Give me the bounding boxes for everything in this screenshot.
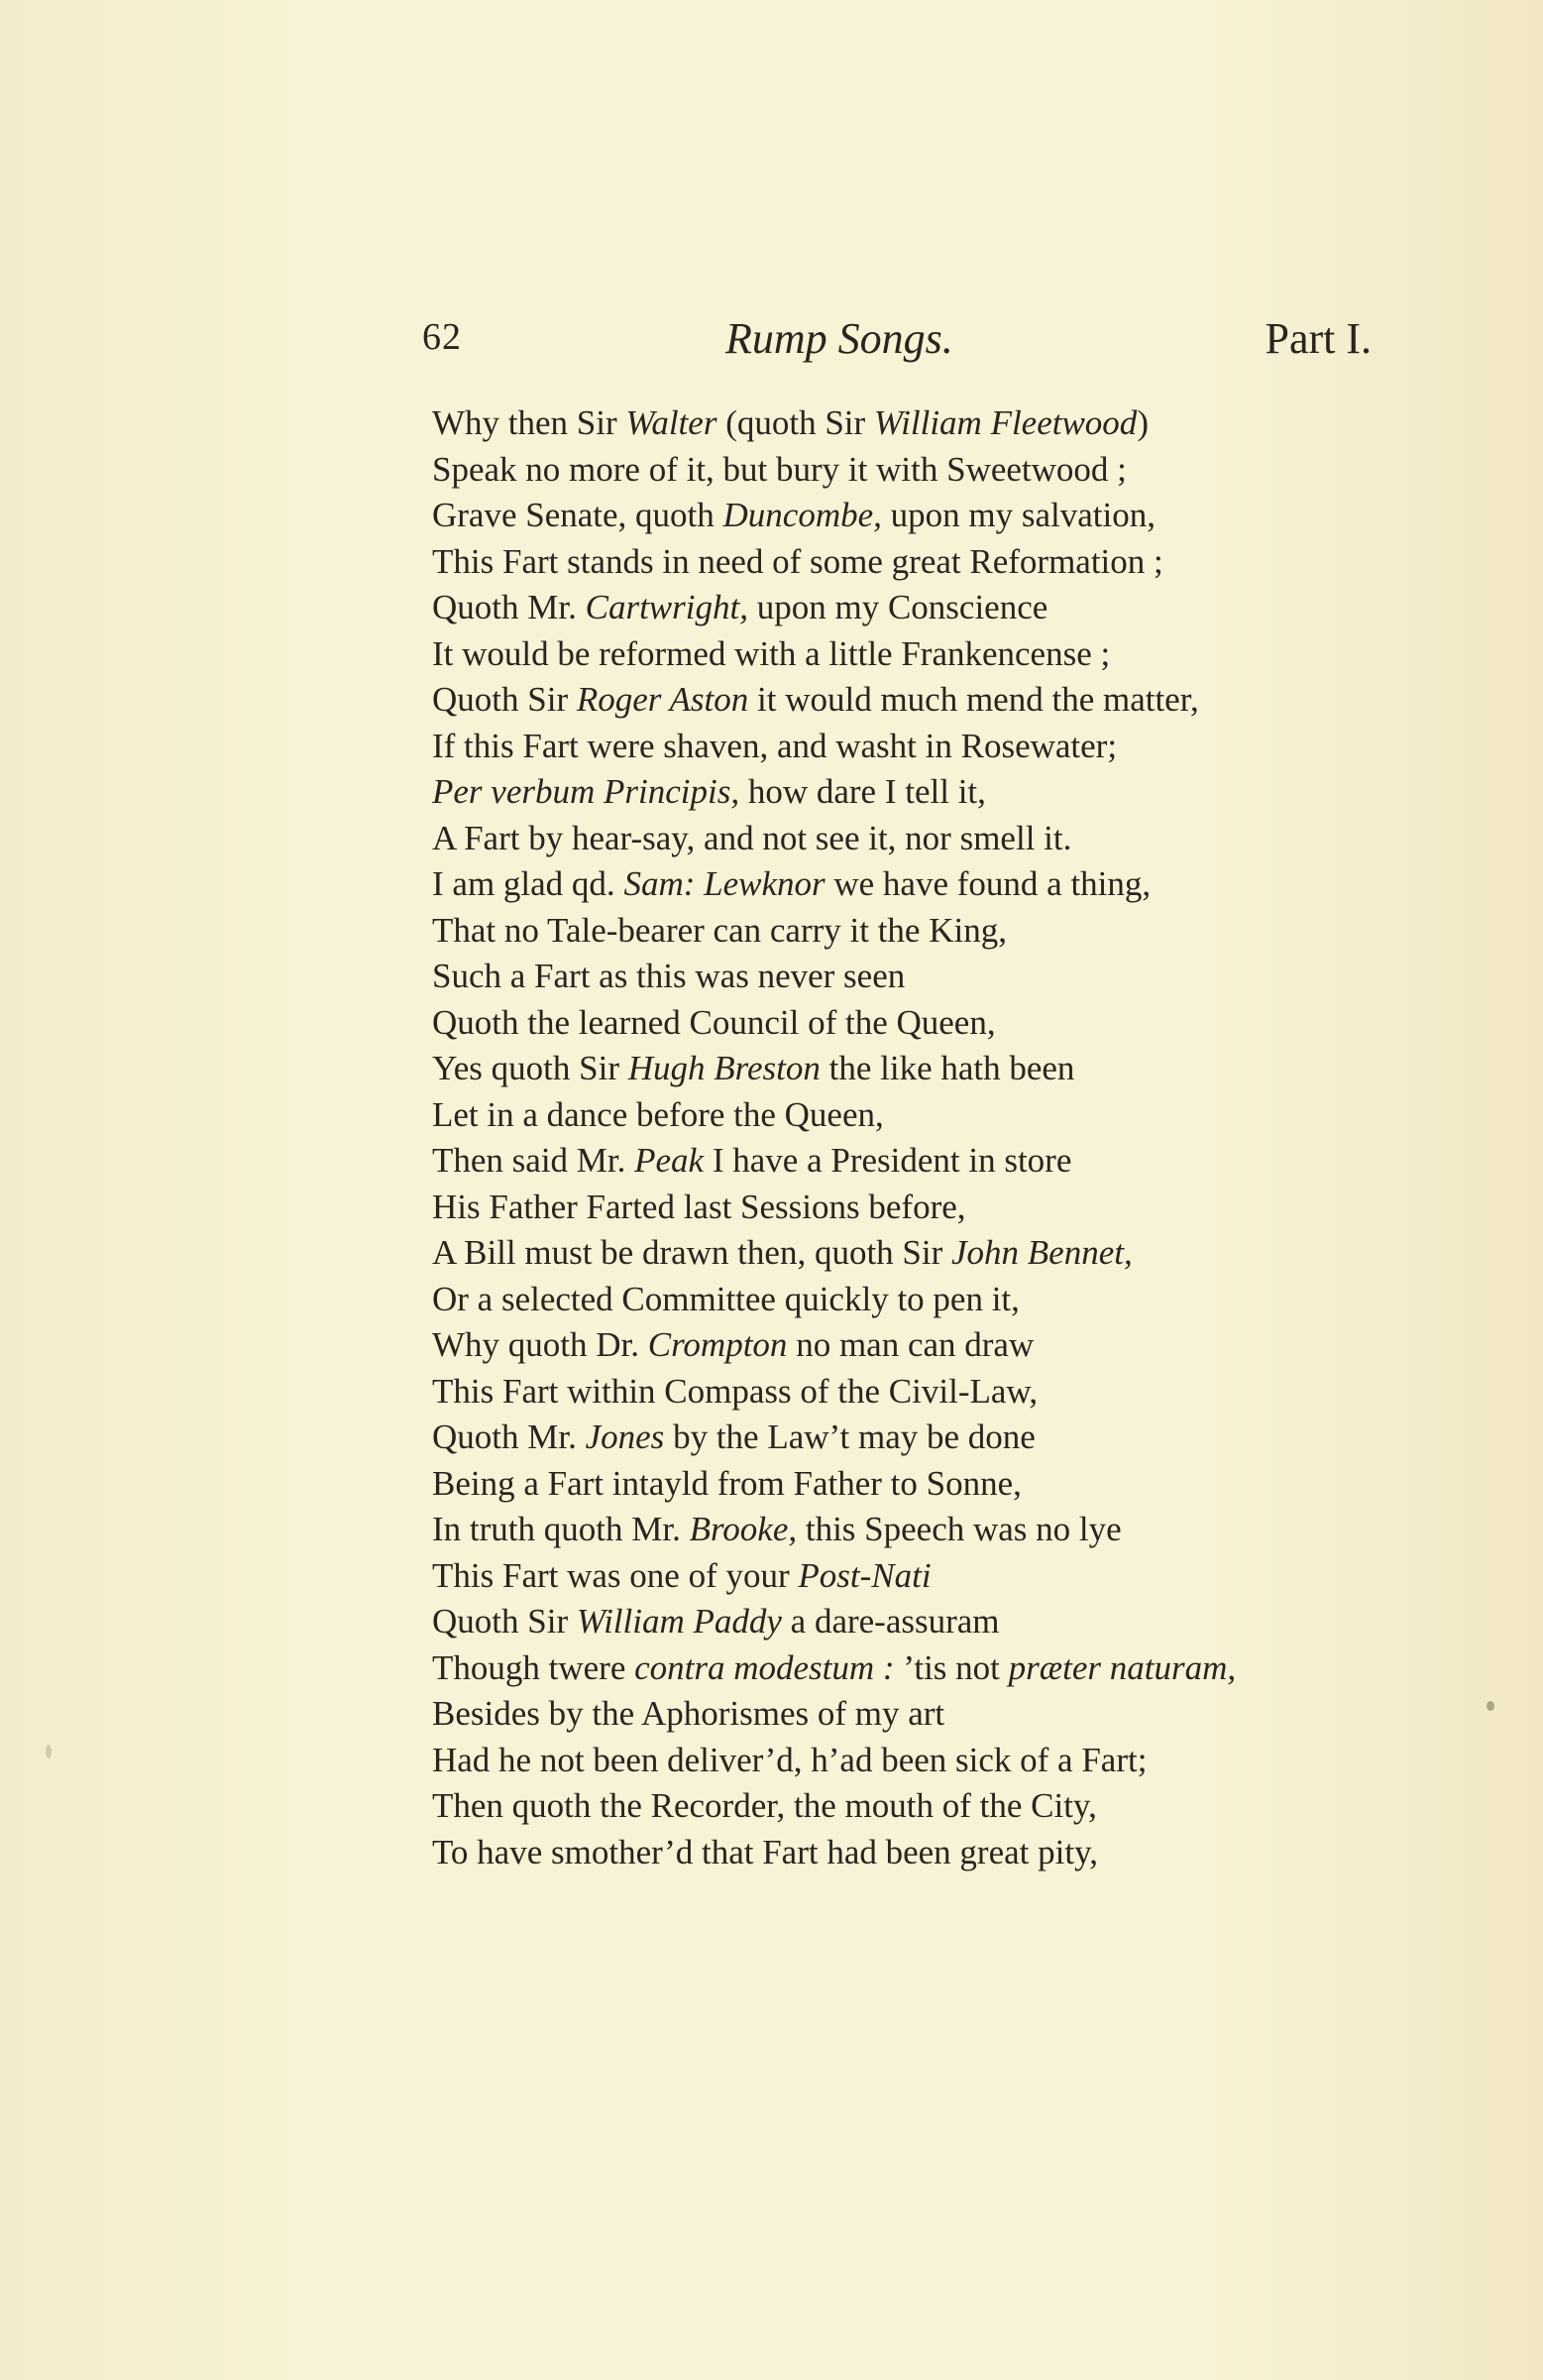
part-label: Part I.	[1265, 314, 1372, 363]
line-text: That no Tale-bearer can carry it the King,	[432, 910, 1007, 950]
line-text: If this Fart were shaven, and washt in Rosewater;	[432, 726, 1118, 765]
ink-speck	[46, 1745, 52, 1758]
verse-line	[432, 1369, 1423, 1416]
line-text: In truth quoth Mr.	[432, 1510, 690, 1548]
verse-line	[432, 1322, 1423, 1369]
line-text: It would be reformed with a little Frankencense ;	[432, 633, 1111, 673]
line-text: Quoth the learned Council of the Queen,	[432, 1002, 996, 1042]
line-text: Such a Fart as this was never seen	[432, 957, 906, 995]
line-text: Quoth Sir	[432, 1602, 577, 1641]
verse-line	[432, 1415, 1423, 1461]
verse-line	[432, 585, 1423, 631]
verse-line	[432, 908, 1423, 955]
line-text: Why quoth Dr.	[432, 1325, 648, 1364]
verse-line	[432, 1507, 1423, 1553]
line-text: (quoth Sir	[716, 403, 874, 442]
line-text: no man can draw	[787, 1325, 1035, 1364]
line-text: the like hath been	[820, 1049, 1075, 1087]
italic-name: Jones	[585, 1417, 665, 1456]
line-text: how dare I tell it,	[739, 772, 986, 811]
verse-line	[432, 861, 1423, 908]
italic-name: Sam: Lewknor	[623, 864, 826, 903]
line-text: this Speech was no lye	[797, 1510, 1122, 1548]
running-head	[422, 315, 1372, 375]
line-text: A Bill must be drawn then, quoth Sir	[432, 1233, 952, 1272]
line-text: Grave Senate, quoth	[432, 496, 723, 534]
line-text: I am glad qd.	[432, 864, 624, 903]
verse-line	[432, 1783, 1423, 1830]
verse-line	[432, 400, 1423, 447]
italic-name: Peak	[634, 1141, 705, 1180]
verse-line	[432, 1830, 1423, 1876]
verse-line	[432, 1691, 1423, 1738]
line-text: Quoth Mr.	[432, 588, 586, 626]
verse-line	[432, 1461, 1423, 1508]
italic-name: Walter	[625, 403, 717, 442]
line-text: A Fart by hear-say, and not see it, nor smell it.	[432, 818, 1072, 857]
italic-name: William Fleetwood	[873, 403, 1138, 442]
line-text: by the Law’t may be done	[664, 1417, 1036, 1456]
line-text: Besides by the Aphorismes of my art	[432, 1694, 945, 1733]
italic-name: contra modestum :	[634, 1647, 895, 1687]
verse-body	[432, 400, 1423, 1875]
line-text: His Father Farted last Sessions before,	[432, 1187, 966, 1226]
line-text: Quoth Mr.	[432, 1417, 586, 1456]
line-text: Though twere	[432, 1647, 635, 1687]
line-text: we have found a thing,	[825, 864, 1152, 903]
line-text: Yes quoth Sir	[432, 1049, 628, 1087]
line-text: upon my salvation,	[881, 496, 1156, 534]
line-text: Or a selected Committee quickly to pen it,	[432, 1279, 1020, 1318]
verse-line	[432, 1092, 1423, 1139]
line-text: Quoth Sir	[432, 680, 577, 719]
line-text: To have smother’d that Fart had been great pity,	[432, 1832, 1099, 1871]
italic-name: præter naturam,	[1008, 1647, 1237, 1687]
verse-line	[432, 1138, 1423, 1185]
italic-name: Hugh Breston	[627, 1049, 821, 1087]
italic-name: Brooke,	[689, 1510, 798, 1548]
line-text: it would much mend the matter,	[748, 680, 1199, 719]
page-number: 62	[422, 316, 462, 358]
ink-speck	[1487, 1701, 1494, 1711]
verse-line	[432, 954, 1423, 1000]
line-text: Let in a dance before the Queen,	[432, 1094, 884, 1134]
line-text: This Fart within Compass of the Civil-Law,	[432, 1371, 1039, 1411]
line-text: Had he not been deliver’d, h’ad been sick of a Fart;	[432, 1740, 1148, 1779]
line-text: This Fart stands in need of some great Reformation ;	[432, 541, 1163, 581]
verse-line	[432, 769, 1423, 816]
italic-name: John Bennet,	[951, 1233, 1133, 1272]
verse-line	[432, 677, 1423, 724]
verse-line	[432, 1553, 1423, 1600]
line-text: I have a President in store	[704, 1141, 1072, 1180]
verse-line	[432, 447, 1423, 494]
line-text: Why then Sir	[432, 403, 626, 442]
line-text: Speak no more of it, but bury it with Sweetwood ;	[432, 449, 1127, 489]
line-text: ’tis not	[894, 1647, 1009, 1687]
verse-line	[432, 539, 1423, 586]
line-text: Then said Mr.	[432, 1141, 635, 1180]
verse-line	[432, 493, 1423, 539]
line-text: Then quoth the Recorder, the mouth of the City,	[432, 1786, 1097, 1825]
verse-line	[432, 816, 1423, 862]
verse-line	[432, 1046, 1423, 1092]
verse-line	[432, 1738, 1423, 1784]
line-text: This Fart was one of your	[432, 1555, 799, 1595]
verse-line	[432, 1645, 1423, 1692]
running-title: Rump Songs.	[725, 314, 953, 363]
verse-line	[432, 631, 1423, 678]
verse-line	[432, 1000, 1423, 1047]
italic-name: Roger Aston	[576, 680, 749, 719]
italic-name: Per verbum Principis,	[432, 772, 740, 811]
italic-name: Cartwright,	[585, 588, 748, 626]
italic-name: William Paddy	[576, 1602, 782, 1641]
line-text: upon my Conscience	[747, 588, 1048, 626]
line-text: )	[1137, 403, 1149, 442]
italic-name: Post-Nati	[798, 1555, 932, 1595]
verse-line	[432, 724, 1423, 770]
line-text: Being a Fart intayld from Father to Sonne,	[432, 1463, 1022, 1503]
verse-line	[432, 1277, 1423, 1323]
italic-name: Duncombe,	[722, 496, 882, 534]
italic-name: Crompton	[647, 1325, 788, 1364]
verse-line	[432, 1599, 1423, 1645]
line-text: a dare-assuram	[781, 1602, 1000, 1641]
verse-line	[432, 1230, 1423, 1277]
verse-line	[432, 1185, 1423, 1231]
